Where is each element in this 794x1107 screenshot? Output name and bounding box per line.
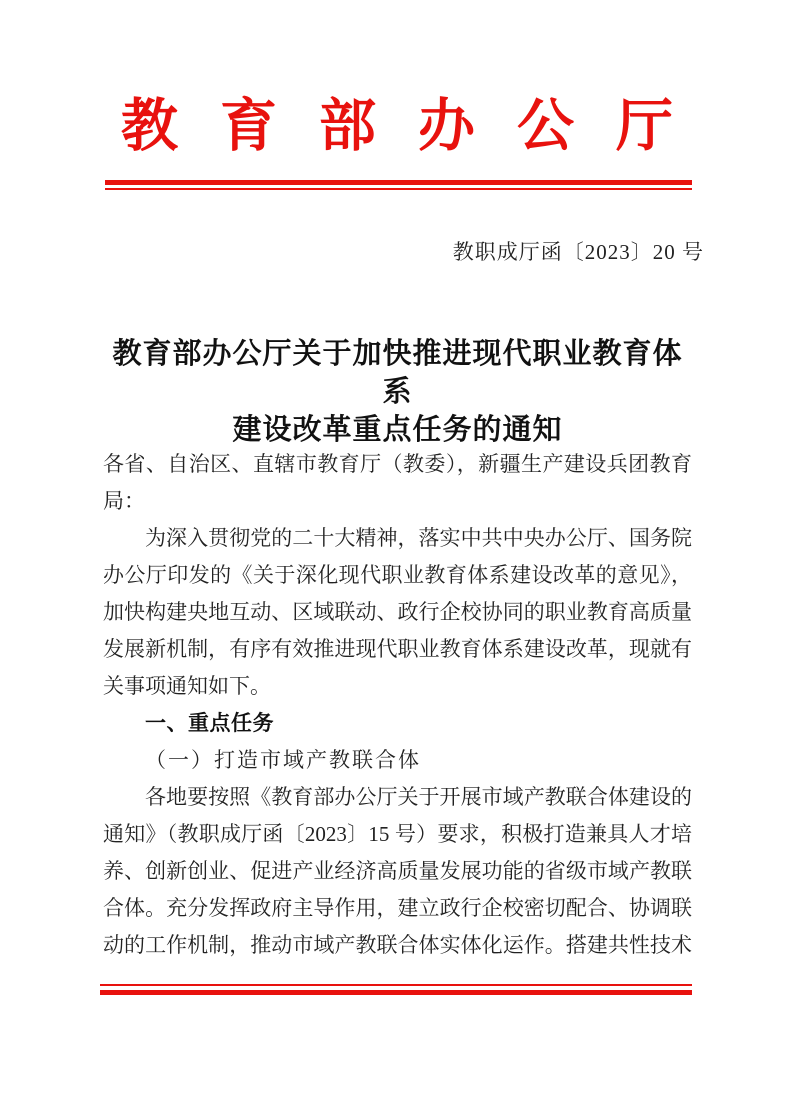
body-line: 各地要按照《教育部办公厅关于开展市域产教联合体建设的 [145,785,692,809]
body-line: 各省、自治区、直辖市教育厅（教委），新疆生产建设兵团教育 [103,452,692,476]
body-line: 局： [103,489,145,513]
agency-name: 教育部办公厅 [121,95,715,158]
subsection-heading: （一）打造市域产教联合体 [145,748,421,772]
footer-divider [100,984,692,995]
document-number: 教职成厅函〔2023〕20 号 [452,240,704,264]
letterhead [0,94,794,160]
body-line: 发展新机制，有序有效推进现代职业教育体系建设改革，现就有 [103,637,692,661]
body-line: 为深入贯彻党的二十大精神，落实中共中央办公厅、国务院 [145,526,692,550]
document-title-line1: 教育部办公厅关于加快推进现代职业教育体系 [112,338,683,408]
body-line: 加快构建央地互动、区域联动、政行企校协同的职业教育高质量 [103,600,692,624]
document-body [103,446,692,964]
header-divider [105,180,692,190]
body-line: 通知》（教职成厅函〔2023〕15 号）要求，积极打造兼具人才培 [103,822,692,846]
body-line: 关事项通知如下。 [103,674,271,698]
body-line: 动的工作机制，推动市域产教联合体实体化运作。搭建共性技术 [103,933,692,957]
document-title [103,335,692,449]
section-heading: 一、重点任务 [145,712,274,735]
body-line: 合体。充分发挥政府主导作用，建立政行企校密切配合、协调联 [103,896,692,920]
body-line: 养、创新创业、促进产业经济高质量发展功能的省级市域产教联 [103,859,692,883]
document-title-line2: 建设改革重点任务的通知 [232,414,563,446]
body-line: 办公厅印发的《关于深化现代职业教育体系建设改革的意见》， [103,563,692,587]
